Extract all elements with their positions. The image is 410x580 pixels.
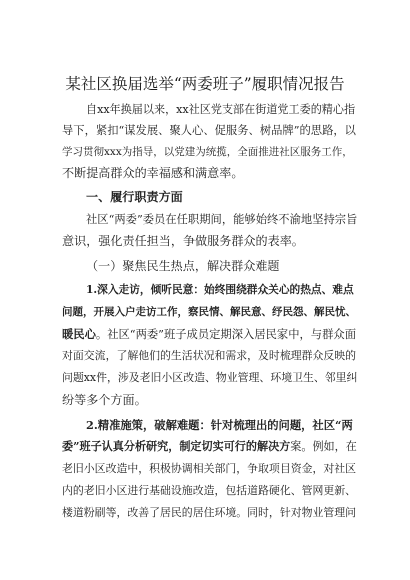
item-body-line: 楼道粉刷等，改善了居民的居住环境。同时，针对物业管理问: [62, 506, 357, 519]
item-lead-tail: 暖民心: [62, 327, 96, 341]
item-body-line: 纷等多个方面。: [62, 393, 147, 407]
item-body-line: 对面交流，了解他们的生活状况和需求，及时梳理群众反映的: [62, 349, 357, 362]
item-body-line: 老旧小区改造中，积极协调相关部门，争取项目资金，对社区: [62, 462, 357, 475]
item-body-line: 问题xx件，涉及老旧小区改造、物业管理、环境卫生、邻里纠: [62, 371, 358, 384]
item-lead-line: 问题，开展入户走访工作，察民情、解民意、纾民怨、解民忧、: [62, 306, 356, 318]
item-lead-line: 2.精准施策，破解难题：针对梳理出的问题，社区“两: [86, 418, 353, 432]
item-body-text: 。社区“两委”班子成员定期深入居民家中，与群众面: [95, 328, 356, 341]
item-lead-line: 1.深入走访，倾听民意：始终围绕群众关心的热点、难点: [86, 283, 354, 296]
section-paragraph-line: 意识，强化责任担当，争做服务群众的表率。: [62, 234, 304, 248]
section-paragraph-line: 社区“两委”委员在任职期间，能够始终不渝地坚持宗旨: [86, 213, 358, 226]
item-body-line: [62, 439, 356, 455]
item-body-line: [62, 326, 356, 343]
section-heading: 一、履行职责方面: [86, 190, 183, 204]
item-body-text: 案。例如，在: [290, 440, 357, 453]
document-title: 某社区换届选举“两委班子”履职情况报告: [65, 75, 345, 93]
intro-line: 自xx年换届以来，xx社区党支部在街道党工委的精心指: [86, 103, 356, 116]
item-lead-tail: 委”班子认真分析研究，制定切实可行的解决方: [62, 440, 291, 453]
intro-line: 不断提高群众的幸福感和满意率。: [62, 166, 244, 180]
intro-line: 导下，紧扣“谋发展、聚人心、促服务、树品牌”的思路，以: [62, 124, 356, 137]
item-body-line: 内的老旧小区进行基础设施改造，包括道路硬化、管网更新、: [62, 484, 357, 497]
subsection-heading: （一）聚焦民生热点，解决群众难题: [86, 259, 280, 273]
intro-line: 学习贯彻xxx为指导，以党建为统揽，全面推进社区服务工作，: [62, 146, 353, 158]
